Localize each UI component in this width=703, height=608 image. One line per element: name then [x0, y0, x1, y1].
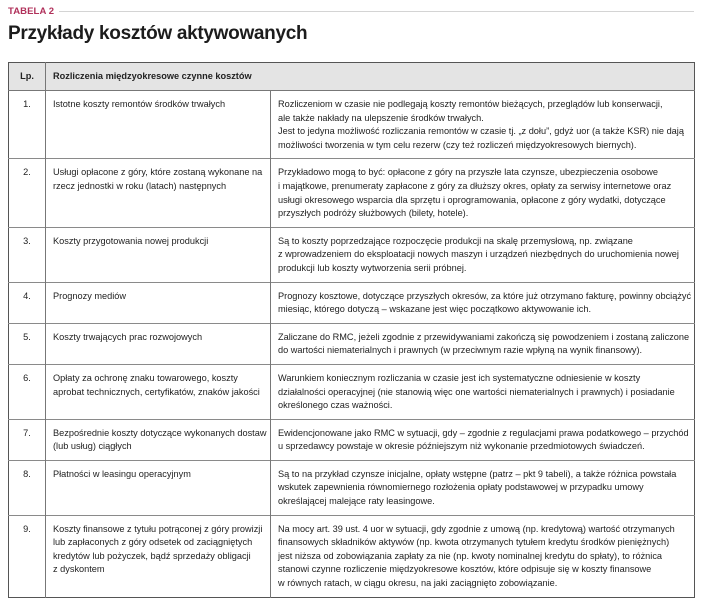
row-number: 3. [9, 227, 46, 282]
cost-description-line: Prognozy mediów [53, 290, 127, 301]
cost-description-line: Koszty finansowe z tytułu potrąconej z góry prowizji [53, 523, 263, 534]
cost-description-line: lub zapłaconych z góry odsetek od zaciągniętych [53, 537, 253, 548]
settlement-detail-line: u sprzedawcy powstaje w okresie późniejszym niż wykonanie przedmiotowych świadczeń. [278, 441, 645, 452]
cost-description-cell [46, 515, 271, 597]
table-row [9, 282, 695, 323]
settlement-detail-line: usługi okresowego wsparcia dla sprzętu i oprogramowania, opłacone z góry wydatki, dotyczące [278, 194, 666, 205]
row-number: 2. [9, 159, 46, 227]
settlement-detail-line: Rozliczeniom w czasie nie podlegają koszty remontów bieżących, przeglądów lub konserwacji, [278, 99, 663, 109]
settlement-detail-cell [271, 159, 695, 227]
settlement-detail-cell [271, 419, 695, 460]
cost-description-line: Koszty trwających prac rozwojowych [53, 331, 203, 342]
settlement-detail-cell [271, 364, 695, 419]
cost-description-cell [46, 323, 271, 364]
table-row [9, 419, 695, 460]
row-number: 6. [9, 364, 46, 419]
cost-description-cell [46, 419, 271, 460]
settlement-detail-line: produkcji lub koszty wytworzenia serii próbnej. [278, 262, 467, 273]
costs-table [8, 62, 695, 598]
settlement-detail-line: Są to na przykład czynsze inicjalne, opłaty wstępne (patrz – pkt 9 tabeli), a także różnica powstała [278, 468, 677, 479]
table-row [9, 515, 695, 597]
cost-description-cell [46, 227, 271, 282]
settlement-detail-line: Prognozy kosztowe, dotyczące przyszłych okresów, za które już otrzymano fakturę, powinny obciążyć [278, 290, 692, 301]
table-row [9, 227, 695, 282]
settlement-detail-line: jest niższa od zobowiązania zapłaty za nie (np. kwoty nominalnej kredytu do spłaty), to różnica [278, 550, 663, 561]
settlement-detail-cell [271, 282, 695, 323]
settlement-detail-line: określającej malejące raty leasingowe. [278, 496, 435, 507]
cost-description-line: Istotne koszty remontów środków trwałych [53, 99, 226, 109]
table-row [9, 460, 695, 515]
cost-description-line: Płatności w leasingu operacyjnym [53, 468, 191, 479]
row-number: 4. [9, 282, 46, 323]
table-row [9, 91, 695, 159]
page-title: Przykłady kosztów aktywowanych [8, 23, 308, 44]
settlement-detail-cell [271, 460, 695, 515]
table-row [9, 159, 695, 227]
cost-description-line: Usługi opłacone z góry, które zostaną wykonane na [53, 167, 263, 178]
cost-description-line: rzecz jednostki w roku (latach) następnych [53, 180, 227, 191]
settlement-detail-line: do wartości niematerialnych i prawnych (w przeciwnym razie wpłyną na wynik finansowy). [278, 345, 643, 356]
settlement-detail-line: Ewidencjonowane jako RMC w sytuacji, gdy – zgodnie z regulacjami prawa podatkowego – przychód [278, 427, 689, 438]
settlement-detail-line: Zaliczane do RMC, jeżeli zgodnie z przewidywaniami zakończą się powodzeniem i zostaną zaliczone [278, 331, 690, 342]
column-header-lp: Lp. [9, 63, 46, 91]
settlement-detail-line: działalności operacyjnej (nie stanowią więc one wartości niematerialnych i prawnych) i posiadanie [278, 386, 675, 397]
table-body [9, 91, 695, 598]
cost-description-line: Opłaty za ochronę znaku towarowego, koszty [53, 372, 238, 383]
cost-description-line: kredytów lub pożyczek, bądź sprzedaży obligacji [53, 550, 251, 561]
settlement-detail-cell [271, 323, 695, 364]
settlement-detail-line: finansowych składników aktywów (np. kwota otrzymanych tytułem kredytu środków pieniężnych) [278, 537, 670, 548]
settlement-detail-line: Jest to jedyna możliwość rozliczania remontów w czasie tj. „z dołu”, gdyż uor (a także KSR) nie dają [278, 126, 684, 137]
row-number: 5. [9, 323, 46, 364]
cost-description-cell [46, 159, 271, 227]
cost-description-cell [46, 282, 271, 323]
settlement-detail-cell [271, 227, 695, 282]
row-number: 8. [9, 460, 46, 515]
settlement-detail-line: przyszłych podróży służbowych (bilety, hotele). [278, 208, 469, 219]
row-number: 1. [9, 91, 46, 159]
settlement-detail-cell [271, 515, 695, 597]
cost-description-cell [46, 91, 271, 159]
settlement-detail-line: Są to koszty poprzedzające rozpoczęcie produkcji na skalę przemysłową, np. związane [278, 235, 633, 246]
table-label-row [8, 4, 694, 18]
settlement-detail-line: możliwości tworzenia w tym celu rezerw (czy też rozliczeń międzyokresowych biernych). [278, 139, 637, 150]
cost-description-line: z dyskontem [53, 564, 105, 575]
settlement-detail-line: Warunkiem koniecznym rozliczania w czasie jest ich systematyczne odniesienie w koszty [278, 372, 641, 383]
row-number: 7. [9, 419, 46, 460]
cost-description-cell [46, 364, 271, 419]
settlement-detail-line: i majątkowe, prenumeraty zapłacone z góry za dłuższy okres, opłaty za serwisy internetowe oraz [278, 180, 672, 191]
settlement-detail-line: w równych ratach, w ciągu okresu, na jaki zaciągnięto zobowiązanie. [278, 578, 558, 589]
settlement-detail-cell [271, 91, 695, 159]
settlement-detail-line: miesiąc, którego dotyczą – wskazane jest więc początkowo aktywowanie ich. [278, 304, 592, 315]
settlement-detail-line: Przykładowo mogą to być: opłacone z góry na przyszłe lata czynsze, ubezpieczenia osobowe [278, 167, 658, 178]
cost-description-line: aprobat technicznych, certyfikatów, znaków jakości [53, 386, 260, 397]
row-number: 9. [9, 515, 46, 597]
settlement-detail-line: ale także nakłady na ulepszenie środków trwałych. [278, 112, 484, 123]
settlement-detail-line: stanowi czynne rozliczenie międzyokresowe kosztów, które odpisuje się w koszty finansowe [278, 564, 652, 575]
label-divider [59, 11, 694, 12]
cost-description-cell [46, 460, 271, 515]
table-row [9, 364, 695, 419]
settlement-detail-line: Na mocy art. 39 ust. 4 uor w sytuacji, gdy zgodnie z umową (np. kredytową) wartość otrzymanych [278, 523, 675, 534]
cost-description-line: Bezpośrednie koszty dotyczące wykonanych dostaw [53, 427, 267, 438]
cost-description-line: Koszty przygotowania nowej produkcji [53, 235, 209, 246]
settlement-detail-line: wskutek zapewnienia równomiernego rozłożenia opłaty podstawowej w przypadku umowy [278, 482, 644, 493]
settlement-detail-line: określonego czas ważności. [278, 400, 393, 411]
column-header-main: Rozliczenia międzyokresowe czynne kosztów [46, 63, 695, 91]
table-header-row [9, 63, 695, 91]
table-row [9, 323, 695, 364]
cost-description-line: (lub usług) ciągłych [53, 441, 132, 452]
table-label: TABELA 2 [8, 5, 55, 17]
settlement-detail-line: z wprowadzeniem do eksploatacji nowych maszyn i urządzeń niezbędnych do uruchomienia nowej [278, 249, 679, 260]
